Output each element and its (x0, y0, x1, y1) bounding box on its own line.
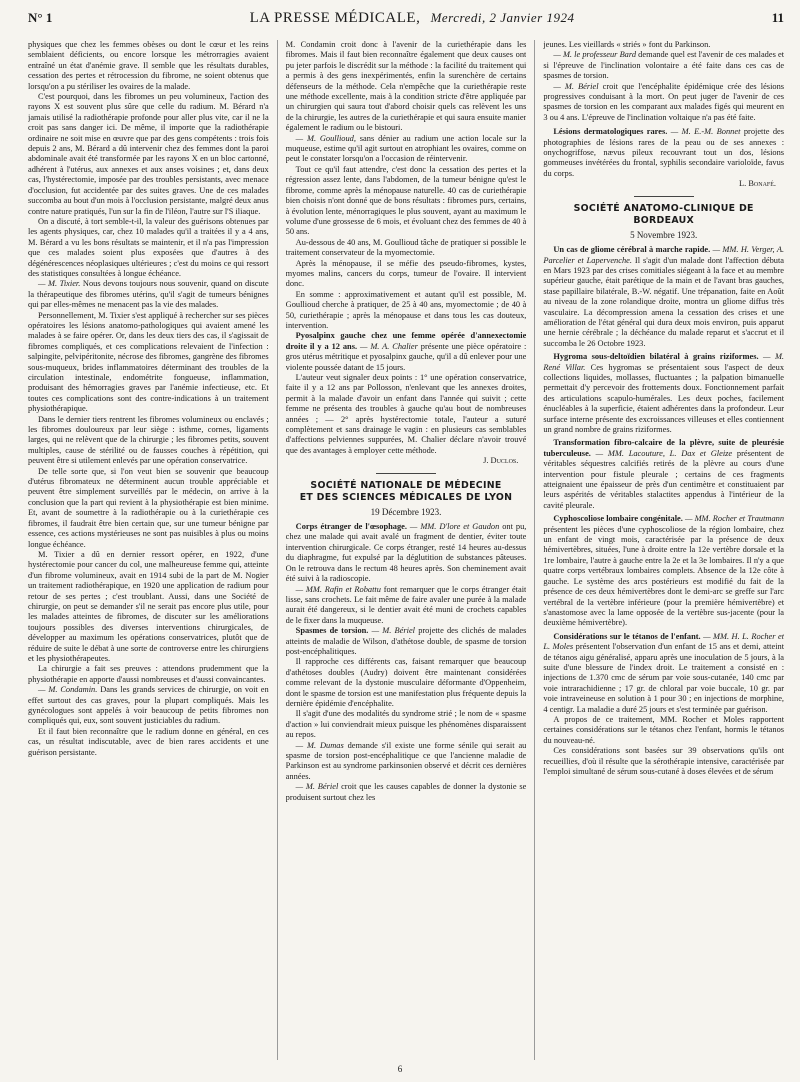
author-signature: J. Duclos. (483, 456, 519, 466)
page-number-top: 11 (771, 10, 784, 25)
paragraph (286, 134, 527, 165)
paragraph-text: Nous devons toujours nous souvenir, quand on discute la thérapeutique des fibromes utérins, qu'il s'agit de tumeurs bénignes qui par elles-mêmes ne menacent pas la vie des malades. (28, 279, 269, 310)
paragraph-text: croit que les causes capables de donner la dystonie se produisent surtout chez les (285, 782, 527, 802)
paragraph (543, 127, 784, 179)
paragraph (28, 279, 269, 310)
paragraph: C'est pourquoi, dans les fibromes un peu volumineux, l'action des rayons X est souvent plus sûre que celle du radium. M. Bérard n'a jamais utilisé la radiothérapie profonde pour aller plus vite, car il ne la croit pas sans danger ici. De même, il importe que la radiothérapie ordinaire ne soit mise en œuvre que par des gens compétents : trois fois depuis 2 ans, M. Bérard a dû intervenir chez des femmes dont la paroi abdominale avait été transformée par les rayons X en un bloc cartonné, adhérent à l'utérus, aux annexes et aux anses voisines ; et, dans deux cas, l'hystérectomie, imposée par des troubles persistants, avec menace d'occlusion, fut accidentée par des suites graves. Une de ces malades succomba au bout d'un mois à l'occlusion persistante, malgré deux anus contre nature pratiqués, l'un sur la fin de l'iléon, l'autre sur l'S iliaque. (28, 92, 269, 216)
paragraph: De telle sorte que, si l'on veut bien se souvenir que beaucoup d'utérus fibromateux ne déterminent aucun trouble appréciable et peuvent être simplement surveillés par le médecin, on arrive à la conclusion que la part qui revient à la physiothérapie est bien minime. Et, avant de soumettre à la radiothérapie ou à la curiethérapie ces fibromes, il faudrait être bien certain que, sur une tumeur bénigne par essence, ces actions mystérieuses ne sont pas nuisibles à plus ou moins longue échéance. (28, 466, 269, 549)
paragraph (286, 585, 527, 627)
paragraph: Il rapproche ces différents cas, faisant remarquer que beaucoup d'athétoses doubles (Audry) doivent être maintenant considérées comme relevant de la dystonie musculaire déformante d'Oppenheim, dont le spasme de torsion est une manifestation plus fréquente depuis la dernière épidémie d'encéphalite. (285, 657, 527, 708)
paragraph: M. Tixier a dû en dernier ressort opérer, en 1922, d'une hystérectomie pour cancer du col, une malheureuse femme qui, atteinte d'un fibrome volumineux, avait en 1914 subi de la part de M. Nogier un traitement radiothérapique, en 1920 une application de radium pour retour de ses pertes ; c'est troublant. Aussi, dans une Société de chirurgie, on peut se demander s'il ne serait pas encore plus utile, pour les malades atteintes de fibromes, de discuter sur les améliorations toujours possibles des diverses interventions chirurgicales, de développer au maximum les opérations conservatrices, plutôt que de réduire de suite le débat à une sorte de controverse entre les chirurgiens et les physiothérapeutes. (28, 549, 269, 663)
paragraph (543, 82, 784, 124)
paragraph: En somme : approximativement et autant qu'il est possible, M. Goullioud cherche à pratiquer, de 25 à 40 ans, myomectomie ; de 40 à 50, curiethérapie ; après la ménopause et dans tous les cas douteux, intervention. (285, 289, 527, 330)
paragraph (543, 438, 784, 511)
journal-masthead (250, 10, 575, 27)
speaker-name: — MM. H. L. Rocher et L. Moles (543, 631, 785, 652)
case-title: Transformation fibro-calcaire de la plèvre, suite de pleurésie tuberculeuse. (543, 438, 785, 458)
speaker-name: — M. Condamin. (38, 685, 98, 695)
paragraph-text: ont pu, chez une malade qui avait avalé un fragment de dentier, éviter toute intervention chirurgicale. Ce corps étranger, resté 14 heures au-dessus du diaphragme, fut expulsé par la déglutition de substances pâteuses. On le retrouva dans le rectum 48 heures après. Son cheminement avait été suivi à la radioscopie. (285, 522, 527, 584)
paragraph-text: Il s'agit d'un malade dont l'affection débuta en Mars 1923 par des crises comitiales siégeant à la face et au membre supérieur gauche, était parétique de la main et de l'avant bras gauches, stase papillaire bilatérale, B.-W. négatif. Une trépanation, faite en Août au niveau de la zone rolandique droite, montra un gliome diffus très vasculaire. La décompression amena la cessation des crises et une amélioration de l'état général qui dura deux mois environ, puis apparut une hernie cérébrale ; la déchéance du malade reparut et s'accrut et il succomba le 26 Octobre 1923. (543, 255, 785, 348)
paragraph-text: Dans les grands services de chirurgie, on voit en effet surtout des cas graves, pour la plupart compliqués. Mais les gynécologues sont appelés à voir beaucoup de petits fibromes non compliqués qui, eux, sont souvent justiciables du radium. (28, 685, 269, 726)
paragraph-text: Ces hygromas se présentaient sous l'aspect de deux collections liquides, mollasses, fluctuantes ; la palpation bimanuelle permettait d'y percevoir des frottements doux. Fonctionnement parfait des articulations scapulo-humérales. Les deux poches, facilement énucléables à la superficie, étaient adhérentes dans la profondeur. Leur surface interne présente des excroissances villeuses et elles contiennent un grand nombre de grains riziformes. (543, 362, 785, 434)
speaker-name: — M. René Villar. (543, 352, 785, 372)
column-divider (277, 40, 278, 1060)
paragraph (543, 245, 784, 349)
issue-date: Mercredi, 2 Janvier 1924 (430, 10, 575, 25)
paragraph: La chirurgie a fait ses preuves : attendons prudemment que la physiothérapie en apporte d'aussi nombreuses et d'aussi convaincantes. (28, 664, 269, 684)
paragraph (543, 352, 784, 435)
paragraph-text: présente une pièce opératoire : gros utérus métritique et pyosalpinx gauche, qu'il a dû enlever pour une violente poussée datant de 15 jours. (285, 341, 527, 372)
paragraph-text: présentent l'observation d'un enfant de 15 ans et demi, atteint de tétanos aigu généralisé, apparu après une inoculation de 5 jours, à la suite d'une blessure de l'index droit. Le traitement a consisté en : injections de 1.370 cmc de sérum par voie sous-cutanée, 140 cmc par voie intrarachidienne ; 17 gr. de chloral par voie buccale, 10 gr. par voie intraveineuse en solution à 1 pour 30 ; en injections de morphine, 4 centigr. La maladie a duré 25 jours et s'est terminée par guérison. (543, 642, 785, 714)
column-2 (286, 40, 527, 1060)
paragraph: Et il faut bien reconnaître que le radium donne en général, en ces cas, un résultat indiscutable, avec de bien rares accidents et une guérison persistante. (28, 726, 269, 757)
case-title: Pyosalpinx gauche chez une femme opérée d'annexectomie droite il y a 12 ans. (285, 331, 527, 351)
speaker-name: — MM. Lacouture, L. Dax et Gleize (590, 448, 733, 458)
case-title: Considérations sur le tétanos de l'enfant. (553, 631, 701, 641)
speaker-name: — M. Tixier. (38, 279, 81, 289)
paragraph-text: projette des clichés de malades atteints de maladie de Wilson, d'athétose double, de spasme de torsion post-encéphalitiques. (285, 626, 527, 656)
paragraph (543, 50, 784, 81)
paragraph-text: sans dénier au radium une action locale sur la muqueuse, estime qu'il agit surtout en atrophiant les ovaires, comme on peut le constater lorsqu'on a l'occasion de réintervenir. (285, 133, 527, 164)
issue-number: N° 1 (28, 10, 53, 25)
speaker-name: — MM. H. Verger, A. Parcelier et Lapervenche. (543, 245, 785, 265)
speaker-name: — M. A. Chalier (357, 341, 418, 351)
paragraph: Personnellement, M. Tixier s'est appliqué à rechercher sur ses pièces opératoires les lésions anatomo-pathologiques qui avaient amené les malades à se faire opérer. Or, dans les deux tiers des cas, il s'agissait de fibromes compliqués, et ces complications relevaient de l'infection : salpingite, pelvipéritonite, nécrose des fibromes, gangrène des fibromes sous-muqueux, brides inflammatoires déterminant des troubles de la circulation intestinale, endométrite fongueuse, inflammation, produisant des hémorragies graves par l'anémie infectieuse, etc. Et toutes ces complications sont des contre-indications à un traitement physiothérapique. (28, 310, 269, 414)
paragraph: Dans le dernier tiers rentrent les fibromes volumineux ou enclavés ; les fibromes douloureux par leur siège : isthme, cornes, ligaments larges, qui ne relèvent que de la chirurgie ; les fibromes petits, souvent multiples, cause de stérilité ou de fausses couches à répétition, qui peuvent être si utilement enlevés par une opération conservatrice. (28, 414, 269, 466)
speaker-name: — M. E.-M. Bonnet (667, 127, 741, 137)
case-title: Hygroma sous-deltoïdien bilatéral à grains riziformes. (553, 352, 759, 362)
case-title: Lésions dermatologiques rares. (553, 127, 668, 137)
speaker-name: — M. Bériel (368, 626, 415, 636)
paragraph: L'auteur veut signaler deux points : 1° une opération conservatrice, faite il y a 12 ans par Pollosson, n'enlevant que les annexes droites, permit à la malade d'avoir un enfant dans l'année qui suivit ; cette femme ne présenta des troubles à gauche qu'au bout de nombreuses années ; — 2° après hystérectomie totale, l'auteur a suturé complètement et sans drainage le vagin : en plusieurs cas semblables d'affections pelviennes suppurées, M. Chalier déclare n'avoir trouvé que des avantages à employer cette méthode. (285, 373, 527, 455)
paragraph: physiques que chez les femmes obèses ou dont le cœur et les reins semblaient déficients, ou encore lorsque les métrorragies avaient entraîné un état d'anémie grave. Il semble que les résultats durables, cessation des pertes et rétrocession du fibrome, ne soient obtenus que lorsqu'on a pu stériliser les ovaires de la malade. (28, 40, 269, 91)
speaker-name: — M. Dumas (295, 740, 344, 750)
speaker-name: — M. Bériel (553, 81, 599, 91)
paragraph: M. Condamin croit donc à l'avenir de la curiethérapie dans les fibromes. Mais il faut bien reconnaître également que deux causes ont pu jeter parfois le discrédit sur la méthode : la facilité du traitement qui a permis à des gens inexpérimentés, enfin la surenchère de certains défenseurs de la méthode. Cela n'empêche que la curiethérapie reste une méthode excellente, mais à la condition stricte d'être appliquée par un chirurgien qui saura tout d'abord choisir quels cas relèvent les uns de la chirurgie, les autres de la curiethérapie et qui saura ensuite manier également le radium ou le bistouri. (285, 40, 527, 133)
section-rule (376, 473, 436, 474)
meeting-date: 19 Décembre 1923. (370, 506, 442, 517)
paragraph: On a discuté, à tort semble-t-il, la valeur des guérisons obtenues par les agents physiques, car, chez 10 malades qu'il a traitées il y a 4 ans, M. Bérard a vu les bons résultats se maintenir, et il n'a pas l'impression que ces malades soient plus exposées que d'autres à des dégénérescences néoplasiques ultérieures ; c'est du moins ce qui ressort des statistiques consultées à longue échéance. (28, 216, 269, 278)
speaker-name: — MM. Rocher et Trautmann (682, 514, 785, 524)
case-title: Cyphoscoliose lombaire congénitale. (553, 514, 683, 524)
paragraph: jeunes. Les vieillards « striés » font du Parkinson. (543, 40, 711, 49)
paragraph: Il s'agit d'une des modalités du syndrome strié ; le nom de « spasme d'action » lui conviendrait mieux puisque les phénomènes disparaissent au repos. (285, 709, 527, 740)
paragraph: Après la ménopause, il se méfie des pseudo-fibromes, kystes, myomes malins, cancers du corps, tumeur de l'ovaire. Il intervient donc. (285, 258, 527, 289)
society-heading: SOCIÉTÉ NATIONALE DE MÉDECINE ET DES SCIENCES MÉDICALES DE LYON (299, 479, 513, 503)
paragraph (543, 514, 784, 628)
journal-title: LA PRESSE MÉDICALE, (249, 10, 421, 26)
column-divider (534, 40, 535, 1060)
paragraph-text: présentent de véritables séquestres calcifiés retirés de la plèvre au cours d'une intervention pour fistule pleurale ; certains de ces fragments atteignaient une épaisseur de près d'un centimètre et constituaient par leurs aspérités de véritables stalactites appendus à l'intérieur de la cavité pleurale. (543, 448, 785, 510)
speaker-name: — MM. D'lore et Gaudon (406, 522, 500, 532)
paragraph-text: demande quel est l'avenir de ces malades et si l'épreuve de l'inclination volontaire a été faite dans ces cas de spasmes de torsion. (543, 50, 785, 81)
society-heading: SOCIÉTÉ ANATOMO-CLINIQUE DE BORDEAUX (573, 202, 754, 226)
paragraph (286, 782, 527, 803)
page-header (28, 10, 784, 32)
section-rule (634, 196, 694, 197)
case-title: Spasmes de torsion. (295, 626, 369, 636)
page-footer-number: 6 (397, 1064, 403, 1074)
column-1 (28, 40, 269, 1060)
speaker-name: — M. Goullioud, (295, 133, 356, 143)
paragraph-text: font remarquer que le corps étranger était lisse, sans crochets. Le fait même de faire avaler une purée à la malade aurait été dangereux, si le dentier avait été muni de crochets capables de le fixer dans la muqueuse. (285, 584, 527, 625)
meeting-date: 5 Novembre 1923. (630, 229, 698, 240)
paragraph (286, 522, 527, 584)
author-signature: L. Bonafé. (739, 179, 777, 189)
paragraph: Tout ce qu'il faut attendre, c'est donc la cessation des pertes et la régression assez lente, dans l'abdomen, de la tumeur bénigne qu'est le fibrome, comme après la ménopause naturelle. 40 cas de curiethérapie bien choisis n'ont donné que de bons résultats : fibromes purs, certains, à évolution lente, ménorragiques le plus souvent, ayant au maximum le volume d'une grossesse de 6 mois, et évoluant chez des femmes de 40 à 50 ans. (285, 164, 527, 237)
paragraph (28, 685, 269, 727)
paragraph (543, 632, 784, 715)
speaker-name: — M. Bériel (295, 782, 339, 792)
paragraph-text: croit que l'encéphalite épidémique crée des lésions progressives conduisant à la mort. On peut juger de l'avenir de ces spasmes de torsion en les comparant aux malades figés qui meurent en 3 ou 4 ans. L'épreuve de l'inclination voltaique n'a pas été faite. (543, 81, 785, 122)
paragraph (286, 741, 527, 783)
paragraph: Ces considérations sont basées sur 39 observations qu'ils ont recueillies, d'où il résulte que la sérothérapie intensive, caractérisée par l'emploi simultané de sérum sous-cutané à doses élevées et de sérum (543, 746, 785, 776)
paragraph-text: projette des photographies de lésions rares de la peau ou de ses annexes : onychogriffose, nævus pileux recouvrant tout un dos, lésions gommeuses invétérées du frontal, syphilis secondaire varioloïde, favus du corps. (543, 127, 785, 178)
paragraph: A propos de ce traitement, MM. Rocher et Moles rapportent certaines considérations sur le tétanos chez l'enfant, hormis le tétanos du nouveau-né. (543, 714, 785, 745)
paragraph-text: présentent les pièces d'une cyphoscoliose de la région lombaire, chez un enfant de vingt mois, caractérisée par la présence de deux hémivertèbres, situées, l'une à droite entre la 12e vertèbre dorsale et la 1re lombaire, l'autre à gauche entre la 2e et la 3e lombaires. Il n'y a que quatre corps vertébraux lombaires complets. Absence de la 12e côte à gauche. Le système des arcs postérieurs est modifié du fait de la présence de ces deux hémivertèbres dont le demi-arc se greffe sur l'arc vertébral de la vertèbre inférieure (pour la première hémivertèbre) et s'anastomose avec la lame opposée de la vertèbre sus-jacente (pour la deuxième hémivertèbre). (543, 524, 785, 628)
case-title: Corps étranger de l'œsophage. (295, 522, 407, 532)
column-3 (543, 40, 784, 1060)
paragraph: Au-dessous de 40 ans, M. Goullioud tâche de pratiquer si possible le traitement conservateur de la myomectomie. (285, 237, 527, 258)
case-title: Un cas de gliome cérébral à marche rapide. (553, 245, 711, 255)
speaker-name: — MM. Rafin et Robattu (295, 584, 381, 594)
speaker-name: — M. le professeur Bard (553, 50, 637, 60)
article-columns (28, 40, 784, 1060)
paragraph-text: demande s'il existe une forme sénile qui serait au spasme de torsion post-encéphalitique ce que l'ancienne maladie de Parkinson est au syndrome parkinsonien observé et décrit ces dernières années. (285, 740, 527, 781)
paragraph (286, 331, 527, 373)
paragraph (286, 626, 527, 657)
